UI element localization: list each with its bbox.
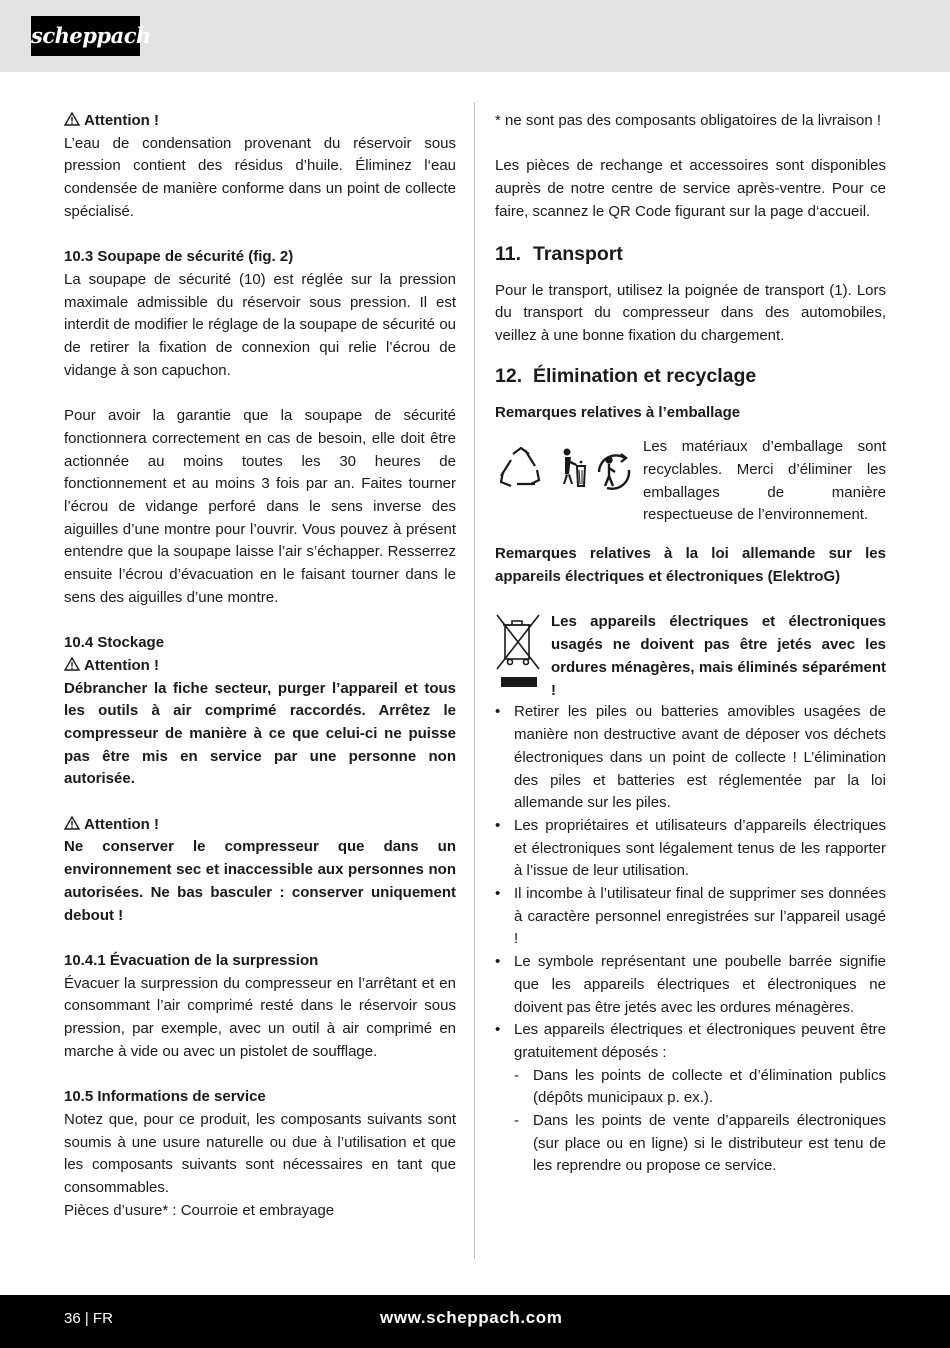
recycle-arrows-person-icon: [599, 454, 629, 489]
section-title-10-4: 10.4 Stockage: [64, 634, 165, 652]
list-item: • Les appareils électriques et électroniques peuvent être gratuitement déposés : - Dans les points de collecte et d’élimination publics (dépôts municipaux p. ex.). - Dans les points de vente d’appareils électroniques (sur place ou en ligne) si le distributeur est tenu de les reprendre ou propose ce service.: [495, 1019, 886, 1178]
warning-triangle-icon: [64, 112, 80, 126]
warning-title: Attention !: [84, 815, 159, 833]
right-column: [495, 110, 886, 1178]
footnote-text: * ne sont pas des composants obligatoires de la livraison !: [495, 112, 882, 129]
sublist-item: - Dans les points de collecte et d’élimination publics (dépôts municipaux p. ex.).: [514, 1066, 886, 1107]
page-header: [0, 0, 950, 72]
crossed-bin-icon: [495, 613, 541, 691]
warning-title: Attention !: [84, 656, 159, 674]
spare-parts-text: Les pièces de rechange et accessoires sont disponibles auprès de notre centre de service après-ventre. Pour ce faire, scannez le QR Code figurant sur la page d‘accueil.: [495, 157, 886, 220]
section-title-10-3: 10.3 Soupape de sécurité (fig. 2): [64, 248, 294, 266]
section-title: Transport: [533, 242, 623, 265]
tidyman-icon: [563, 449, 585, 487]
brand-logo: scheppach: [31, 16, 140, 56]
safety-valve-text-2: Pour avoir la garantie que la soupape de sécurité fonctionnera correctement en cas de besoin, elle doit être actionnée au moins toutes les 30 heures de fonctionnement et au moins 3 fois par an. Faites tourner l’écrou de vidange perforé dans le sens inverse des aiguilles d’une montre pour l’ouvrir. Vous pouvez à présent entendre que la soupape laisse l’air s’échapper. Resserrez ensuite l’écrou d’évacuation en le faisant tourner dans le sens des aiguilles d’une montre.: [64, 407, 456, 606]
list-item: • Le symbole représentant une poubelle barrée signifie que les appareils électriques et électroniques ne doivent pas être jetés avec les ordures ménagères.: [495, 953, 886, 1016]
wear-parts-text: Pièces d’usure* : Courroie et embrayage: [64, 1201, 335, 1219]
weee-heading: Remarques relatives à la loi allemande sur les appareils électriques et électroniques (ElektroG): [495, 545, 886, 586]
condensation-text: L’eau de condensation provenant du réservoir sous pression contient des résidus d’huile. Éliminez l‘eau condensée de manière conforme dans un point de collecte spécialisé.: [64, 134, 456, 220]
packaging-block: [495, 436, 886, 526]
list-item: • Les propriétaires et utilisateurs d’appareils électriques et électroniques sont légalement tenus de les rapporter à l’issue de leur utilisation.: [495, 816, 886, 880]
storage-warning-text: Débrancher la fiche secteur, purger l’appareil et tous les outils à air comprimé raccordés. Arrêtez le compresseur de manière à ce que celui-ci ne puisse pas être mis en service par une personne non autorisée.: [64, 679, 456, 788]
column-divider: [474, 103, 475, 1259]
list-item: • Il incombe à l’utilisateur final de supprimer ses données à caractère personnel enregistrées sur l’appareil usagé !: [495, 885, 886, 948]
warning-title: Attention !: [84, 112, 159, 129]
transport-text: Pour le transport, utilisez la poignée de transport (1). Lors du transport du compresseur dans des automobiles, veillez à une bonne fixation du chargement.: [495, 281, 886, 344]
section-title-10-4-1: 10.4.1 Évacuation de la surpression: [64, 951, 319, 969]
website-link[interactable]: www.scheppach.com: [380, 1308, 563, 1327]
disposal-bullet-list: [495, 701, 886, 1178]
list-item: • Retirer les piles ou batteries amovibles usagées de manière non destructive avant de déposer vos déchets électroniques dans un point de collecte ! L’élimination des piles et batteries est réglementée par la loi allemande sur les piles.: [495, 703, 886, 812]
pressure-release-text: Évacuer la surpression du compresseur en l’arrêtant et en consommant l’air comprimé resté dans le réservoir sous pression, par exemple, avec un outil à air comprimé en marche à vide ou avec un pistolet de soufflage.: [64, 974, 456, 1060]
weee-block: [495, 611, 886, 701]
section-number: 11.: [495, 242, 522, 265]
sublist-item: - Dans les points de vente d’appareils électroniques (sur place ou en ligne) si le distributeur est tenu de les reprendre ou propose ce service.: [514, 1112, 886, 1175]
section-heading-disposal: [495, 362, 886, 390]
service-info-text: Notez que, pour ce produit, les composants suivants sont soumis à une usure naturelle ou due à l’utilisation et que les composants suivants sont nécessaires en tant que consommables.: [64, 1110, 456, 1196]
environment-warning-text: Ne conserver le compresseur que dans un environnement sec et inaccessible aux personnes non autorisées. Ne bas basculer : conserver uniquement debout !: [64, 838, 456, 924]
recycle-icon: [495, 444, 635, 506]
warning-heading: [64, 655, 456, 678]
warning-heading: [64, 814, 456, 837]
left-column: [64, 110, 456, 1222]
page-footer: [0, 1295, 950, 1348]
packaging-heading: Remarques relatives à l’emballage: [495, 403, 741, 421]
packaging-text: Les matériaux d’emballage sont recyclables. Merci d’éliminer les emballages de manière respectueuse de l’environnement.: [643, 438, 886, 524]
section-title-10-5: 10.5 Informations de service: [64, 1088, 266, 1106]
section-title: Élimination et recyclage: [533, 364, 757, 387]
weee-warning-text: Les appareils électriques et électroniques usagés ne doivent pas être jetés avec les ordures ménagères, mais éliminés séparément !: [551, 613, 886, 699]
dash-sublist: [514, 1065, 886, 1179]
safety-valve-text-1: La soupape de sécurité (10) est réglée sur la pression maximale admissible du réservoir sous pression. Il est interdit de modifier le réglage de la soupape de sécurité ou de retirer la fixation de connexion qui relie l’écrou de vidange à son capuchon.: [64, 270, 456, 379]
section-number: 12.: [495, 364, 523, 387]
section-heading-transport: [495, 240, 886, 268]
warning-triangle-icon: [64, 816, 80, 830]
warning-heading: [64, 110, 456, 133]
warning-triangle-icon: [64, 657, 80, 671]
page-number: 36 | FR: [64, 1310, 113, 1327]
